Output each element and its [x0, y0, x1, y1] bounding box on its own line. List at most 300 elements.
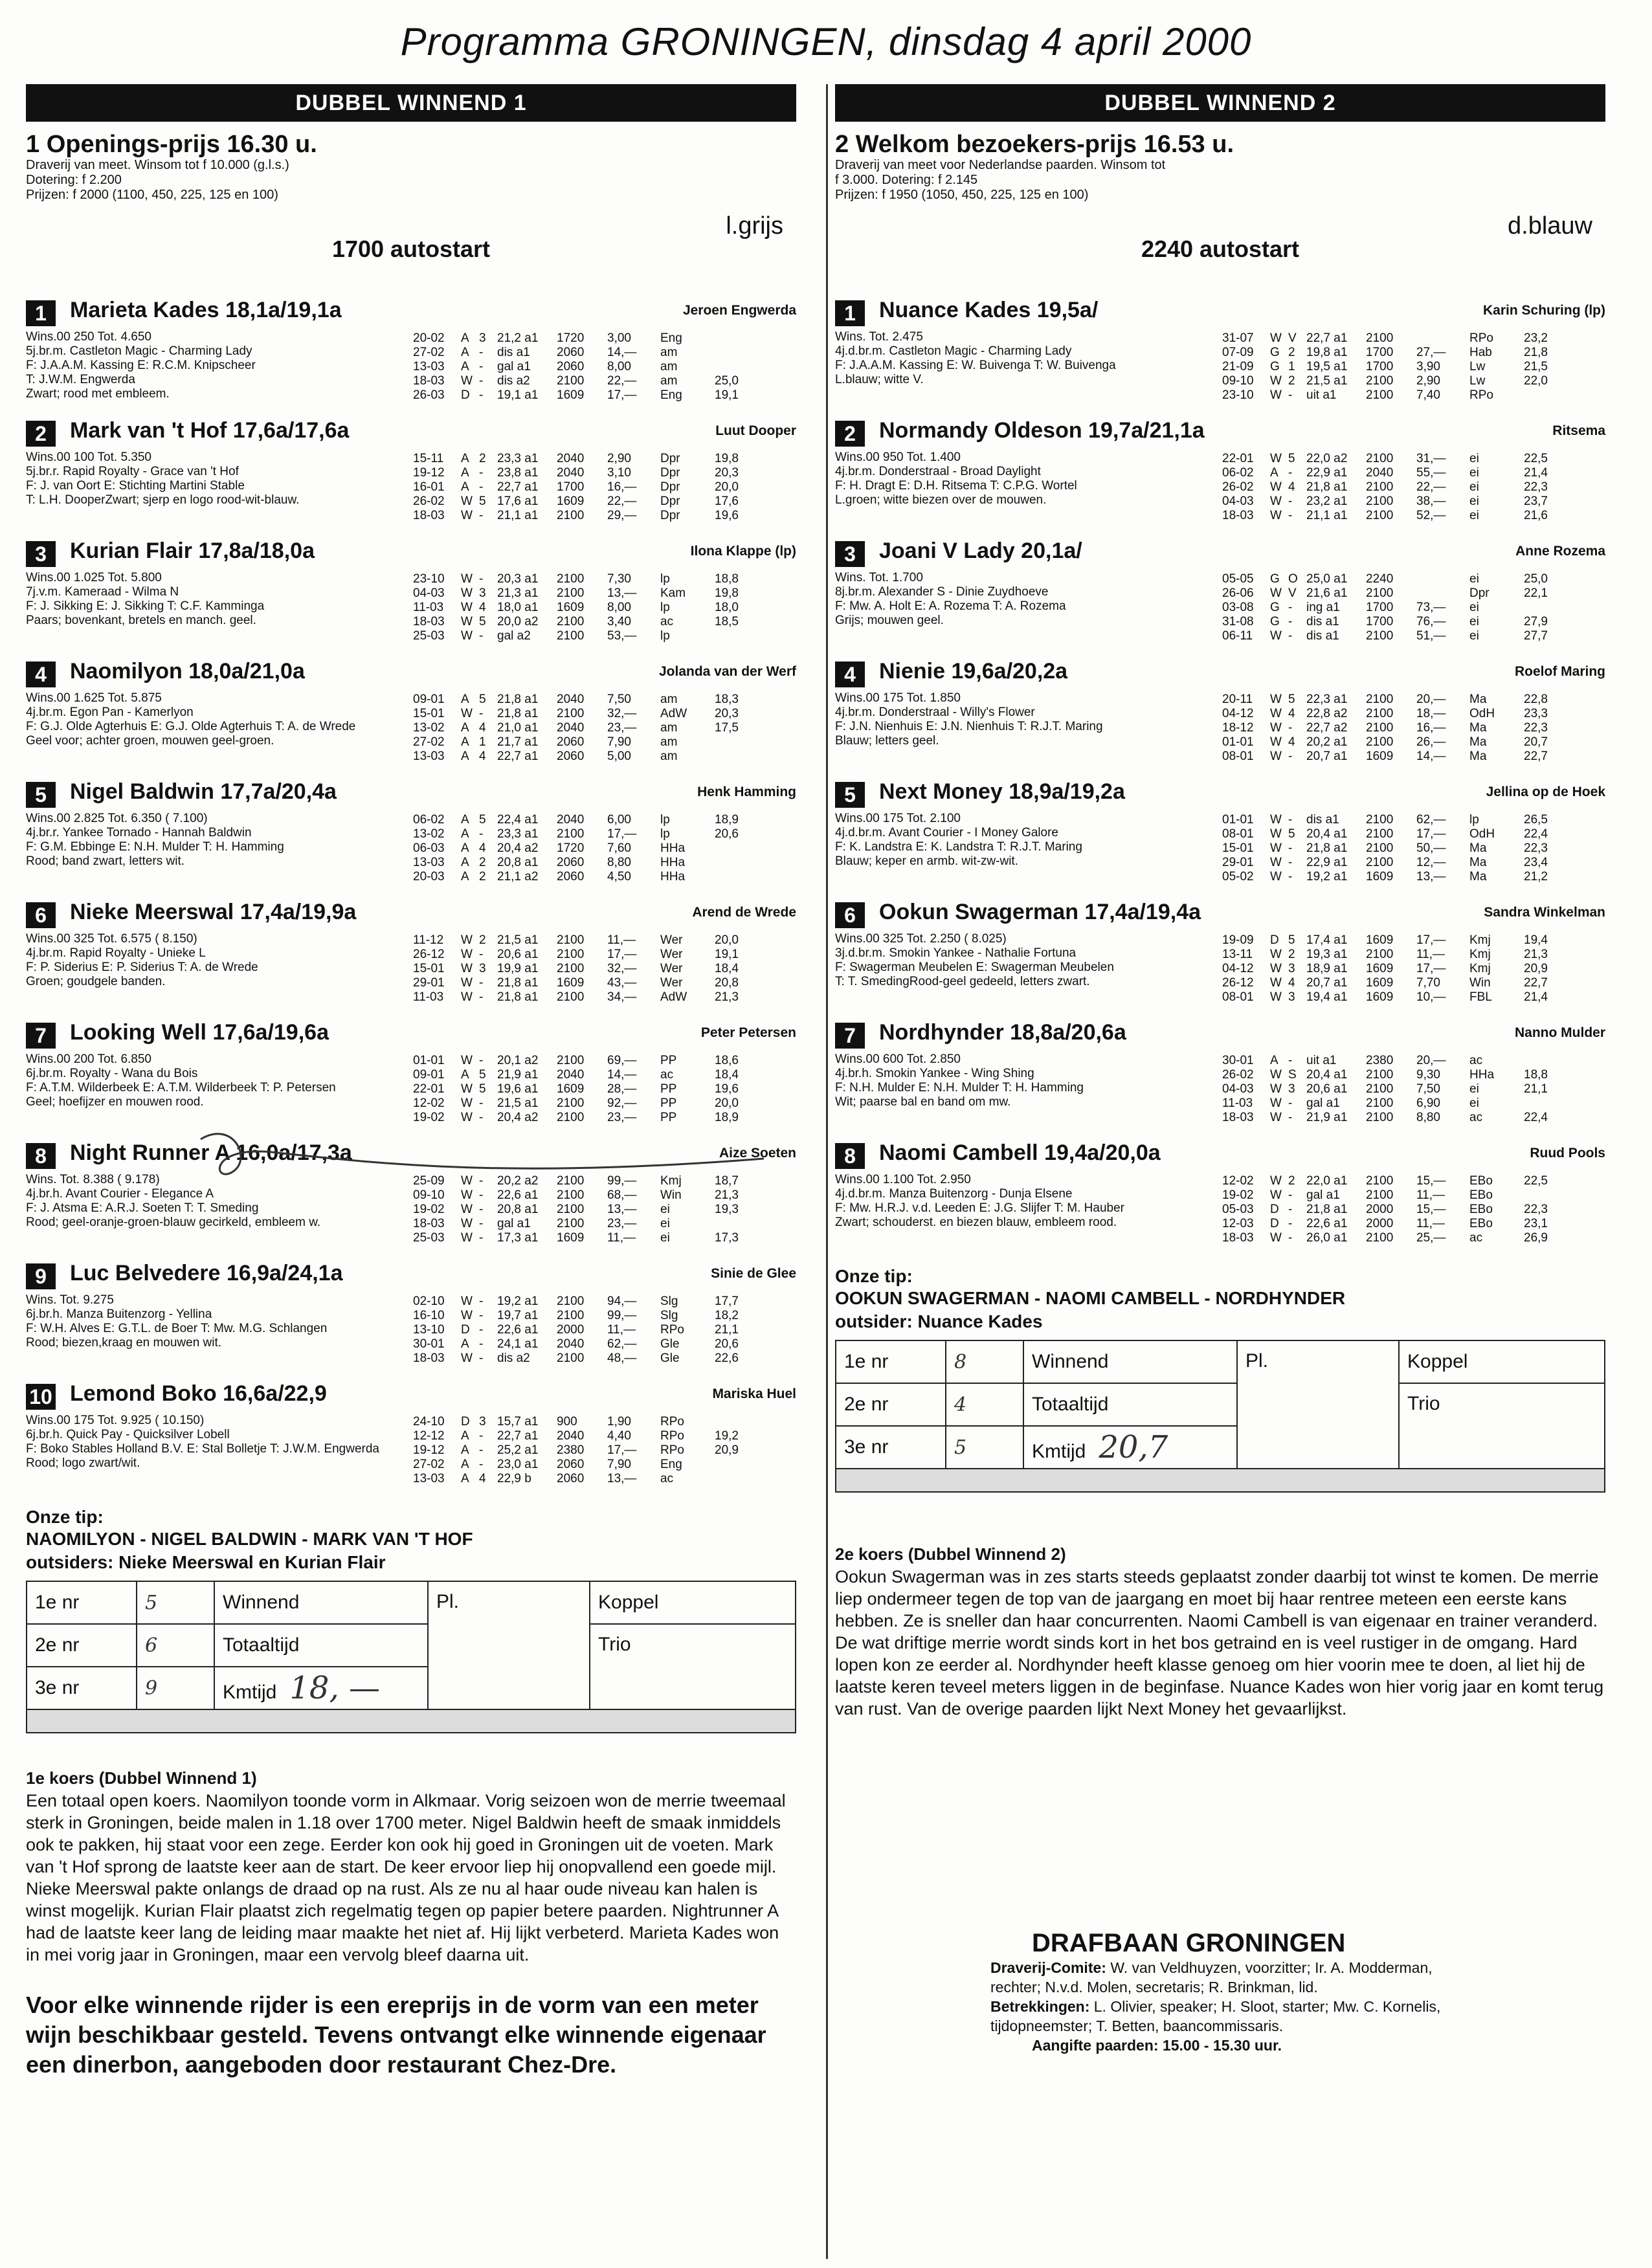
horse-info	[835, 691, 1217, 748]
performance-cell: 12-03	[1222, 1217, 1254, 1230]
horse-number: 7	[26, 1023, 56, 1049]
performance-cell: G	[1270, 346, 1280, 359]
performance-cell: 2240	[1366, 572, 1394, 586]
performance-cell: 2100	[557, 1309, 585, 1322]
performance-cell: 2100	[1366, 1096, 1394, 1110]
performance-cell	[1524, 1096, 1582, 1111]
performance-cell: -	[1288, 1231, 1293, 1245]
performance-cell: 3,10	[607, 466, 631, 480]
performance-cell: 22,3	[1524, 480, 1548, 494]
tip-handwritten-number: 6	[137, 1624, 214, 1667]
performance-row	[1222, 976, 1605, 990]
performance-cell: 4	[479, 750, 486, 763]
race-banner: DUBBEL WINNEND 2	[835, 84, 1605, 122]
performance-cell	[1524, 1188, 1582, 1203]
performance-cell: Ma	[1469, 870, 1487, 884]
performance-cell: W	[461, 1217, 473, 1230]
performance-cell: 23,2 a1	[1306, 495, 1348, 508]
performance-cell: 21,4	[1524, 990, 1548, 1004]
horse-info-line: Groen; goudgele banden.	[26, 975, 166, 988]
performance-cell: 20,9	[715, 1443, 739, 1457]
performance-cell: am	[660, 735, 678, 749]
performance-cell: 23-10	[1222, 388, 1254, 402]
performance-cell: 5	[1288, 933, 1295, 947]
performance-cell: 3	[479, 962, 486, 975]
performance-cell: 2100	[1366, 693, 1394, 706]
performance-cell: 12,—	[1416, 856, 1446, 869]
performance-row	[413, 572, 796, 586]
performance-cell: W	[1270, 509, 1282, 522]
performance-cell: PP	[660, 1082, 677, 1096]
performance-cell: 22,3	[1524, 841, 1548, 855]
performance-cell: 22,7 a1	[1306, 331, 1348, 345]
tip-extra: Trio	[590, 1624, 796, 1709]
performance-cell: ei	[660, 1217, 670, 1230]
performance-row	[413, 1323, 796, 1337]
performance-cell: A	[461, 856, 469, 869]
performance-cell: W	[1270, 721, 1282, 735]
performance-cell: 17,3	[715, 1231, 739, 1245]
performance-cell: 1609	[557, 1082, 585, 1096]
performance-cell: 09-01	[413, 693, 445, 706]
performance-row	[413, 1458, 796, 1472]
performance-cell	[715, 750, 773, 764]
horse-name: Joani V Lady 20,1a/	[879, 539, 1082, 563]
performance-cell: -	[1288, 509, 1293, 522]
page-title: Programma GRONINGEN, dinsdag 4 april 2000	[400, 20, 1252, 63]
performance-cell: ac	[1469, 1054, 1483, 1067]
horse-performance	[1222, 933, 1605, 1005]
performance-cell: W	[1270, 1231, 1282, 1245]
performance-cell	[715, 870, 773, 884]
performance-cell: -	[1288, 813, 1293, 827]
performance-cell: 23,1	[1524, 1217, 1548, 1230]
performance-cell: 2380	[1366, 1054, 1394, 1067]
horse-driver: Ilona Klappe (lp)	[690, 544, 796, 559]
performance-cell: 1609	[1366, 933, 1394, 947]
performance-cell: RPo	[660, 1443, 684, 1457]
performance-cell: 22,1	[1524, 586, 1548, 600]
horse-info-line: Blauw; keper en armb. wit-zw-wit.	[835, 854, 1018, 868]
performance-cell: W	[1270, 856, 1282, 869]
performance-cell: 2100	[557, 1054, 585, 1067]
horse-info	[26, 571, 408, 628]
performance-row	[1222, 707, 1605, 721]
performance-row	[1222, 1096, 1605, 1111]
performance-cell: 2100	[557, 1111, 585, 1124]
horse-info	[26, 450, 408, 507]
performance-cell: 19,1	[715, 948, 739, 961]
performance-cell: 19,6	[715, 509, 739, 522]
performance-cell: 7,50	[607, 693, 631, 706]
performance-cell: 18,8	[715, 572, 739, 586]
horse-info-line: F: G.M. Ebbinge E: N.H. Mulder T: H. Hamming	[26, 840, 284, 854]
performance-cell: 7,90	[607, 735, 631, 749]
performance-row	[1222, 572, 1605, 586]
performance-cell: uit a1	[1306, 388, 1337, 402]
performance-cell: 13-02	[413, 721, 445, 735]
performance-cell: OdH	[1469, 827, 1495, 841]
performance-row	[413, 466, 796, 480]
performance-cell: 99,—	[607, 1174, 637, 1188]
performance-cell: W	[461, 1096, 473, 1110]
performance-cell: 22,7 a1	[497, 1429, 539, 1443]
horse-name: Kurian Flair 17,8a/18,0a	[70, 539, 315, 563]
performance-cell: -	[1288, 466, 1293, 480]
performance-row	[413, 948, 796, 962]
horse-info-line: 5j.br.m. Castleton Magic - Charming Lady	[26, 344, 252, 358]
horse-number: 7	[835, 1023, 865, 1049]
performance-cell: 27,—	[1416, 346, 1446, 359]
horse-driver: Jellina op de Hoek	[1486, 784, 1605, 799]
performance-cell: 3,90	[1416, 360, 1440, 373]
performance-cell: 18-03	[1222, 509, 1254, 522]
performance-cell: 2100	[557, 1295, 585, 1308]
horse-name: Nuance Kades 19,5a/	[879, 298, 1099, 322]
performance-cell: 7,40	[1416, 388, 1440, 402]
performance-cell: 05-02	[1222, 870, 1254, 884]
performance-cell: 26-12	[1222, 976, 1254, 990]
performance-cell: 4	[479, 601, 486, 614]
horse-name: Luc Belvedere 16,9a/24,1a	[70, 1261, 343, 1285]
horse-info-line: T: J.W.M. Engwerda	[26, 373, 135, 386]
performance-cell: W	[461, 1309, 473, 1322]
performance-row	[413, 331, 796, 346]
performance-cell: Eng	[660, 388, 682, 402]
tip-extra: Koppel	[590, 1581, 796, 1624]
tip-handwritten-kmtijd: 20,7	[1099, 1429, 1168, 1465]
performance-cell: 13,—	[607, 1203, 637, 1216]
horse-name: Nienie 19,6a/20,2a	[879, 659, 1068, 684]
performance-cell: 26-03	[413, 388, 445, 402]
performance-cell: 13-10	[413, 1323, 445, 1337]
performance-cell: 21,8 a1	[497, 990, 539, 1004]
performance-cell: W	[1270, 813, 1282, 827]
performance-cell: 20,8 a1	[497, 1203, 539, 1216]
performance-cell: 1	[479, 735, 486, 749]
horse-name: Marieta Kades 18,1a/19,1a	[70, 298, 342, 322]
performance-cell: 19,3 a1	[1306, 948, 1348, 961]
performance-cell: 22,7 a1	[497, 750, 539, 763]
performance-cell: 05-05	[1222, 572, 1254, 586]
performance-cell: Ma	[1469, 841, 1487, 855]
performance-cell: ei	[1469, 1096, 1479, 1110]
performance-cell: 11-03	[413, 601, 444, 614]
performance-cell: dis a1	[1306, 615, 1339, 628]
performance-cell: 2100	[1366, 1111, 1394, 1124]
horse-info	[835, 932, 1217, 989]
performance-cell: ei	[1469, 615, 1479, 628]
performance-cell: 19,2	[715, 1429, 739, 1443]
horse-performance	[413, 331, 796, 403]
performance-cell: Gle	[660, 1351, 680, 1365]
race-analysis-title: 2e koers (Dubbel Winnend 2)	[835, 1544, 1066, 1564]
horse-number: 5	[835, 782, 865, 808]
performance-cell: W	[461, 495, 473, 508]
horse-driver: Henk Hamming	[697, 784, 796, 799]
performance-cell: G	[1270, 601, 1280, 614]
horse-driver: Arend de Wrede	[692, 905, 796, 920]
performance-cell: 20,9	[1524, 962, 1548, 975]
performance-cell: 15,—	[1416, 1203, 1446, 1216]
tip-section	[835, 1266, 1605, 1493]
tip-rank: 1e nr	[27, 1581, 137, 1624]
performance-cell: 2	[1288, 948, 1295, 961]
performance-row	[1222, 1111, 1605, 1125]
horse-info-line: 4j.br.m. Donderstraal - Willy's Flower	[835, 706, 1035, 719]
performance-cell: 22,7	[1524, 976, 1548, 990]
performance-cell: 19,8	[715, 452, 739, 465]
race-title: 2 Welkom bezoekers-prijs 16.53 u.	[835, 131, 1234, 158]
performance-cell: ac	[1469, 1111, 1483, 1124]
horse-info	[26, 691, 408, 748]
performance-cell: 2	[479, 933, 486, 947]
performance-cell: 21,9 a1	[497, 1068, 539, 1082]
performance-cell: 20,—	[1416, 693, 1446, 706]
horse-info-line: Wins. Tot. 2.475	[835, 330, 923, 344]
horse-info-line: Wins.00 175 Tot. 1.850	[835, 691, 961, 705]
race-analysis-title: 1e koers (Dubbel Winnend 1)	[26, 1768, 257, 1788]
performance-row	[1222, 388, 1605, 403]
performance-cell: -	[1288, 1111, 1293, 1124]
performance-cell: 29-01	[413, 976, 445, 990]
performance-cell: 2100	[1366, 452, 1394, 465]
performance-cell: 21,8 a1	[1306, 480, 1348, 494]
horse-name: Nieke Meerswal 17,4a/19,9a	[70, 900, 357, 924]
performance-cell: 21,8 a1	[497, 693, 539, 706]
horse-driver: Aize Soeten	[719, 1146, 796, 1161]
horse-performance	[413, 1054, 796, 1125]
performance-cell: ei	[1469, 452, 1479, 465]
performance-cell: gal a1	[497, 1217, 531, 1230]
performance-row	[413, 962, 796, 976]
performance-row	[413, 1295, 796, 1309]
horse-info-line: F: Boko Stables Holland B.V. E: Stal Bolletje T: J.W.M. Engwerda	[26, 1442, 379, 1456]
horse-entry	[26, 537, 796, 658]
performance-cell: HHa	[660, 870, 686, 884]
performance-cell: am	[660, 374, 678, 388]
performance-cell: W	[1270, 827, 1282, 841]
performance-row	[1222, 480, 1605, 495]
performance-cell: 22,3	[1524, 1203, 1548, 1216]
performance-cell: 01-01	[1222, 813, 1254, 827]
performance-cell: 2000	[1366, 1203, 1394, 1216]
performance-cell: 2100	[557, 707, 585, 720]
performance-cell: G	[1270, 360, 1280, 373]
horse-info	[835, 1052, 1217, 1109]
performance-cell: 2100	[1366, 629, 1394, 643]
horse-performance	[1222, 813, 1605, 884]
performance-cell: 14,—	[1416, 750, 1446, 763]
performance-row	[1222, 856, 1605, 870]
horse-info-line: 7j.v.m. Kameraad - Wilma N	[26, 585, 179, 599]
race-start: 2240 autostart	[1141, 236, 1300, 262]
performance-cell: lp	[660, 813, 670, 827]
performance-cell: 22,0	[1524, 374, 1548, 388]
performance-cell: G	[1270, 572, 1280, 586]
performance-cell: -	[479, 1429, 484, 1443]
performance-row	[1222, 615, 1605, 629]
performance-cell: 21,1 a2	[497, 870, 539, 884]
performance-cell: 32,—	[607, 707, 637, 720]
performance-cell: A	[1270, 466, 1278, 480]
performance-cell: 2100	[1366, 480, 1394, 494]
performance-cell: ei	[1469, 601, 1479, 614]
performance-cell: 20,6 a1	[497, 948, 539, 961]
performance-cell: W	[1270, 1174, 1282, 1188]
tip-label: Onze tip:	[26, 1507, 104, 1527]
performance-cell: 7,90	[607, 1458, 631, 1471]
performance-cell: 25,0 a1	[1306, 572, 1348, 586]
performance-cell: lp	[660, 572, 670, 586]
performance-cell: 27,9	[1524, 615, 1548, 628]
performance-cell: 19,9 a1	[497, 962, 539, 975]
performance-cell: 2060	[557, 735, 585, 749]
performance-cell: 18,4	[715, 1068, 739, 1082]
performance-row	[1222, 827, 1605, 841]
horse-driver: Ritsema	[1552, 423, 1605, 438]
performance-cell: PP	[660, 1054, 677, 1067]
performance-cell: 19,6 a1	[497, 1082, 539, 1096]
performance-cell: -	[479, 948, 484, 961]
horse-performance	[1222, 331, 1605, 403]
performance-cell: W	[1270, 735, 1282, 749]
performance-cell: 17,—	[607, 388, 637, 402]
performance-cell: Ma	[1469, 735, 1487, 749]
performance-cell: -	[479, 1337, 484, 1351]
performance-row	[413, 1309, 796, 1323]
performance-cell: 17,—	[1416, 962, 1446, 975]
horse-info-line: Wins.00 325 Tot. 6.575 ( 8.150)	[26, 932, 197, 946]
performance-cell: RPo	[1469, 331, 1493, 345]
performance-cell: ei	[1469, 495, 1479, 508]
performance-cell: W	[1270, 962, 1282, 975]
horse-entry	[835, 537, 1605, 658]
performance-cell: 5	[479, 1068, 486, 1082]
horse-name: Nigel Baldwin 17,7a/20,4a	[70, 779, 337, 804]
performance-cell: 05-03	[1222, 1203, 1254, 1216]
performance-row	[413, 813, 796, 827]
performance-cell: dis a1	[1306, 813, 1339, 827]
horse-driver: Karin Schuring (lp)	[1483, 303, 1605, 318]
performance-cell: -	[479, 1309, 484, 1322]
performance-cell: 5	[479, 693, 486, 706]
horse-entry	[26, 1380, 796, 1500]
horse-info-line: L.groen; witte biezen over de mouwen.	[835, 493, 1047, 507]
horse-info-line: Wins.00 200 Tot. 6.850	[26, 1052, 151, 1066]
performance-cell: D	[1270, 1203, 1279, 1216]
performance-cell: 21,8 a1	[1306, 841, 1348, 855]
horse-number: 2	[26, 421, 56, 447]
performance-row	[1222, 813, 1605, 827]
horse-info-line: T: L.H. DooperZwart; sjerp en logo rood-wit-blauw.	[26, 493, 300, 507]
performance-cell: 19,2 a1	[1306, 870, 1348, 884]
horse-driver: Jeroen Engwerda	[682, 303, 796, 318]
performance-cell: Dpr	[660, 452, 680, 465]
performance-cell: 18,5	[715, 615, 739, 628]
tip-rank: 3e nr	[27, 1667, 137, 1709]
performance-cell: 22-01	[1222, 452, 1254, 465]
performance-cell: W	[461, 1188, 473, 1202]
horse-info-line: 6j.br.m. Royalty - Wana du Bois	[26, 1067, 198, 1080]
performance-cell: ac	[660, 615, 674, 628]
horse-info-line: F: J.N. Nienhuis E: J.N. Nienhuis T: R.J.T. Maring	[835, 720, 1103, 733]
performance-cell: 2100	[1366, 1188, 1394, 1202]
performance-cell: 19,5 a1	[1306, 360, 1348, 373]
performance-cell: Dpr	[660, 480, 680, 494]
performance-cell: 1700	[1366, 615, 1394, 628]
performance-cell: 08-01	[1222, 990, 1254, 1004]
performance-cell: 1609	[1366, 870, 1394, 884]
performance-cell	[1416, 331, 1469, 346]
performance-cell	[715, 629, 773, 643]
performance-cell	[715, 346, 773, 360]
performance-cell: 2060	[557, 360, 585, 373]
horse-number: 3	[835, 541, 865, 567]
performance-cell: 22,5	[1524, 452, 1548, 465]
performance-cell: A	[461, 1429, 469, 1443]
tip-handwritten-number: 9	[137, 1667, 214, 1709]
performance-cell	[715, 331, 773, 346]
performance-cell: 2060	[557, 750, 585, 763]
horse-number: 8	[835, 1143, 865, 1169]
horse-number: 10	[26, 1384, 56, 1410]
horse-performance	[1222, 693, 1605, 764]
performance-cell: W	[1270, 948, 1282, 961]
performance-cell: 2040	[557, 452, 585, 465]
performance-cell: 2100	[1366, 948, 1394, 961]
performance-cell: 21,1	[715, 1323, 739, 1337]
performance-cell: 20-02	[413, 331, 445, 345]
performance-cell: 20-11	[1222, 693, 1253, 706]
performance-cell: 26,—	[1416, 735, 1446, 749]
performance-cell: 16,—	[1416, 721, 1446, 735]
tip-section	[26, 1507, 796, 1733]
horse-info-line: 4j.br.m. Egon Pan - Kamerlyon	[26, 706, 194, 719]
horse-info-line: Wins.00 950 Tot. 1.400	[835, 450, 961, 464]
performance-row	[1222, 1217, 1605, 1231]
performance-cell: Eng	[660, 331, 682, 345]
performance-row	[1222, 452, 1605, 466]
performance-cell: 20,1 a2	[497, 1054, 539, 1067]
performance-cell: ing a1	[1306, 601, 1340, 614]
performance-cell: 23,3	[1524, 707, 1548, 720]
performance-cell: PP	[660, 1096, 677, 1110]
performance-cell: Lw	[1469, 374, 1486, 388]
performance-cell: 17,4 a1	[1306, 933, 1348, 947]
performance-cell: 1720	[557, 841, 585, 855]
performance-row	[413, 735, 796, 750]
performance-cell: 2040	[557, 1429, 585, 1443]
performance-cell: 21-09	[1222, 360, 1254, 373]
performance-cell: Ma	[1469, 721, 1487, 735]
performance-cell: 2100	[557, 1203, 585, 1216]
performance-cell: 20,3	[715, 707, 739, 720]
performance-cell: 9,30	[1416, 1068, 1440, 1082]
performance-cell: 26-02	[1222, 1068, 1254, 1082]
performance-cell: 2040	[557, 721, 585, 735]
performance-cell: 1,90	[607, 1415, 631, 1429]
performance-cell: RPo	[1469, 388, 1493, 402]
horse-info-line: Wins. Tot. 8.388 ( 9.178)	[26, 1173, 160, 1186]
performance-cell: 3	[479, 586, 486, 600]
performance-cell: 23,—	[607, 721, 637, 735]
race-conditions: Prijzen: f 1950 (1050, 450, 225, 125 en 100)	[835, 188, 1089, 202]
performance-cell: 2100	[557, 509, 585, 522]
horse-info-line: Grijs; mouwen geel.	[835, 614, 944, 627]
tip-field: Winnend	[1032, 1351, 1109, 1372]
performance-cell: 4	[1288, 976, 1295, 990]
